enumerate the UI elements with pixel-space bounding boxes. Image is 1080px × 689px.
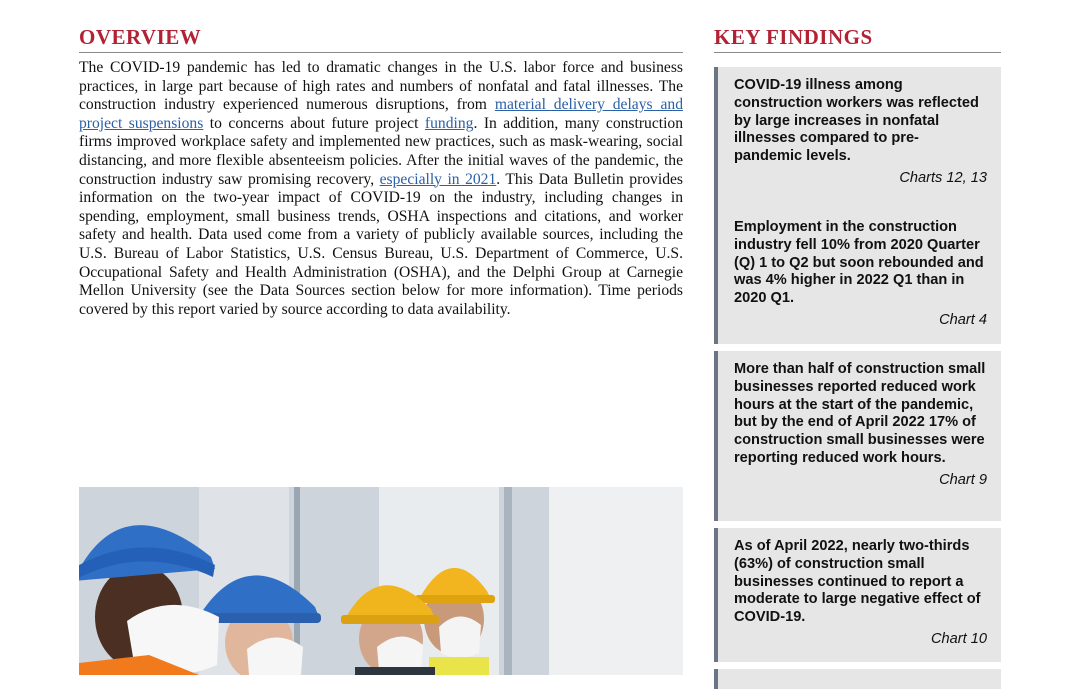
finding-chart-reference: Chart 10 xyxy=(931,630,987,647)
funding-link[interactable]: funding xyxy=(424,114,474,132)
overview-section xyxy=(79,24,683,319)
overview-heading: OVERVIEW xyxy=(79,24,683,53)
overview-text-segment: . In addition, many construction firms improved workplace safety and implemented new practices, such as mask-wearing, social distancing, and more flexible absenteeism policies. After the initial waves of the pandemic, the construction industry saw promising recovery, xyxy=(79,114,683,188)
workers-illustration xyxy=(79,487,683,675)
finding-card xyxy=(714,528,1001,662)
finding-chart-reference: Chart 4 xyxy=(939,311,987,328)
especially-2021-link[interactable]: especially in 2021 xyxy=(379,170,497,188)
finding-text: COVID-19 illness among construction workers was reflected by large increases in nonfatal illnesses compared to pre-pandemic levels. xyxy=(734,77,979,165)
material-delivery-link[interactable]: material delivery delays and project suspensions xyxy=(79,96,683,132)
overview-text-segment: . This Data Bulletin provides information on the two-year impact of COVID-19 on the industry, including changes in spending, employment, small business trends, OSHA inspections and citations, and worker safety and health. Data used come from a variety of publicly available sources, including the U.S. Bureau of Labor Statistics, U.S. Census Bureau, U.S. Department of Commerce, U.S. Occupational Safety and Health Administration (OSHA), and the Delphi Group at Carnegie Mellon University (see the Data Sources section below for more information). Time periods covered by this report varied by source according to data availability. xyxy=(79,170,683,318)
construction-workers-photo xyxy=(79,487,683,675)
overview-paragraph xyxy=(79,59,683,319)
finding-card xyxy=(714,209,1001,344)
finding-text: Employment in the construction industry fell 10% from 2020 Quarter (Q) 1 to Q2 but soon rebounded and was 4% higher in 2022 Q1 than in 2020 Q1. xyxy=(734,219,984,307)
finding-card xyxy=(714,351,1001,521)
finding-text: As of April 2022, nearly two-thirds (63%) of construction small businesses continued to report a moderate to large negative effect of COVID-19. xyxy=(734,538,981,626)
key-findings-heading: KEY FINDINGS xyxy=(714,24,1001,53)
key-findings-section xyxy=(714,24,1001,647)
finding-chart-reference: Chart 9 xyxy=(939,471,987,488)
finding-card xyxy=(714,67,1001,226)
overview-text-segment: to concerns about future project xyxy=(203,114,425,132)
finding-chart-reference: Charts 12, 13 xyxy=(899,169,987,186)
finding-card-partial xyxy=(714,669,1001,689)
overview-text-segment: The COVID-19 pandemic has led to dramatic changes in the U.S. labor force and business practices, in large part because of high rates and numbers of nonfatal and fatal illnesses. The construction industry experienced numerous disruptions, from xyxy=(79,59,683,114)
finding-text: More than half of construction small businesses reported reduced work hours at the start of the pandemic, but by the end of April 2022 17% of construction small businesses were reporting reduced work hours. xyxy=(734,361,986,466)
